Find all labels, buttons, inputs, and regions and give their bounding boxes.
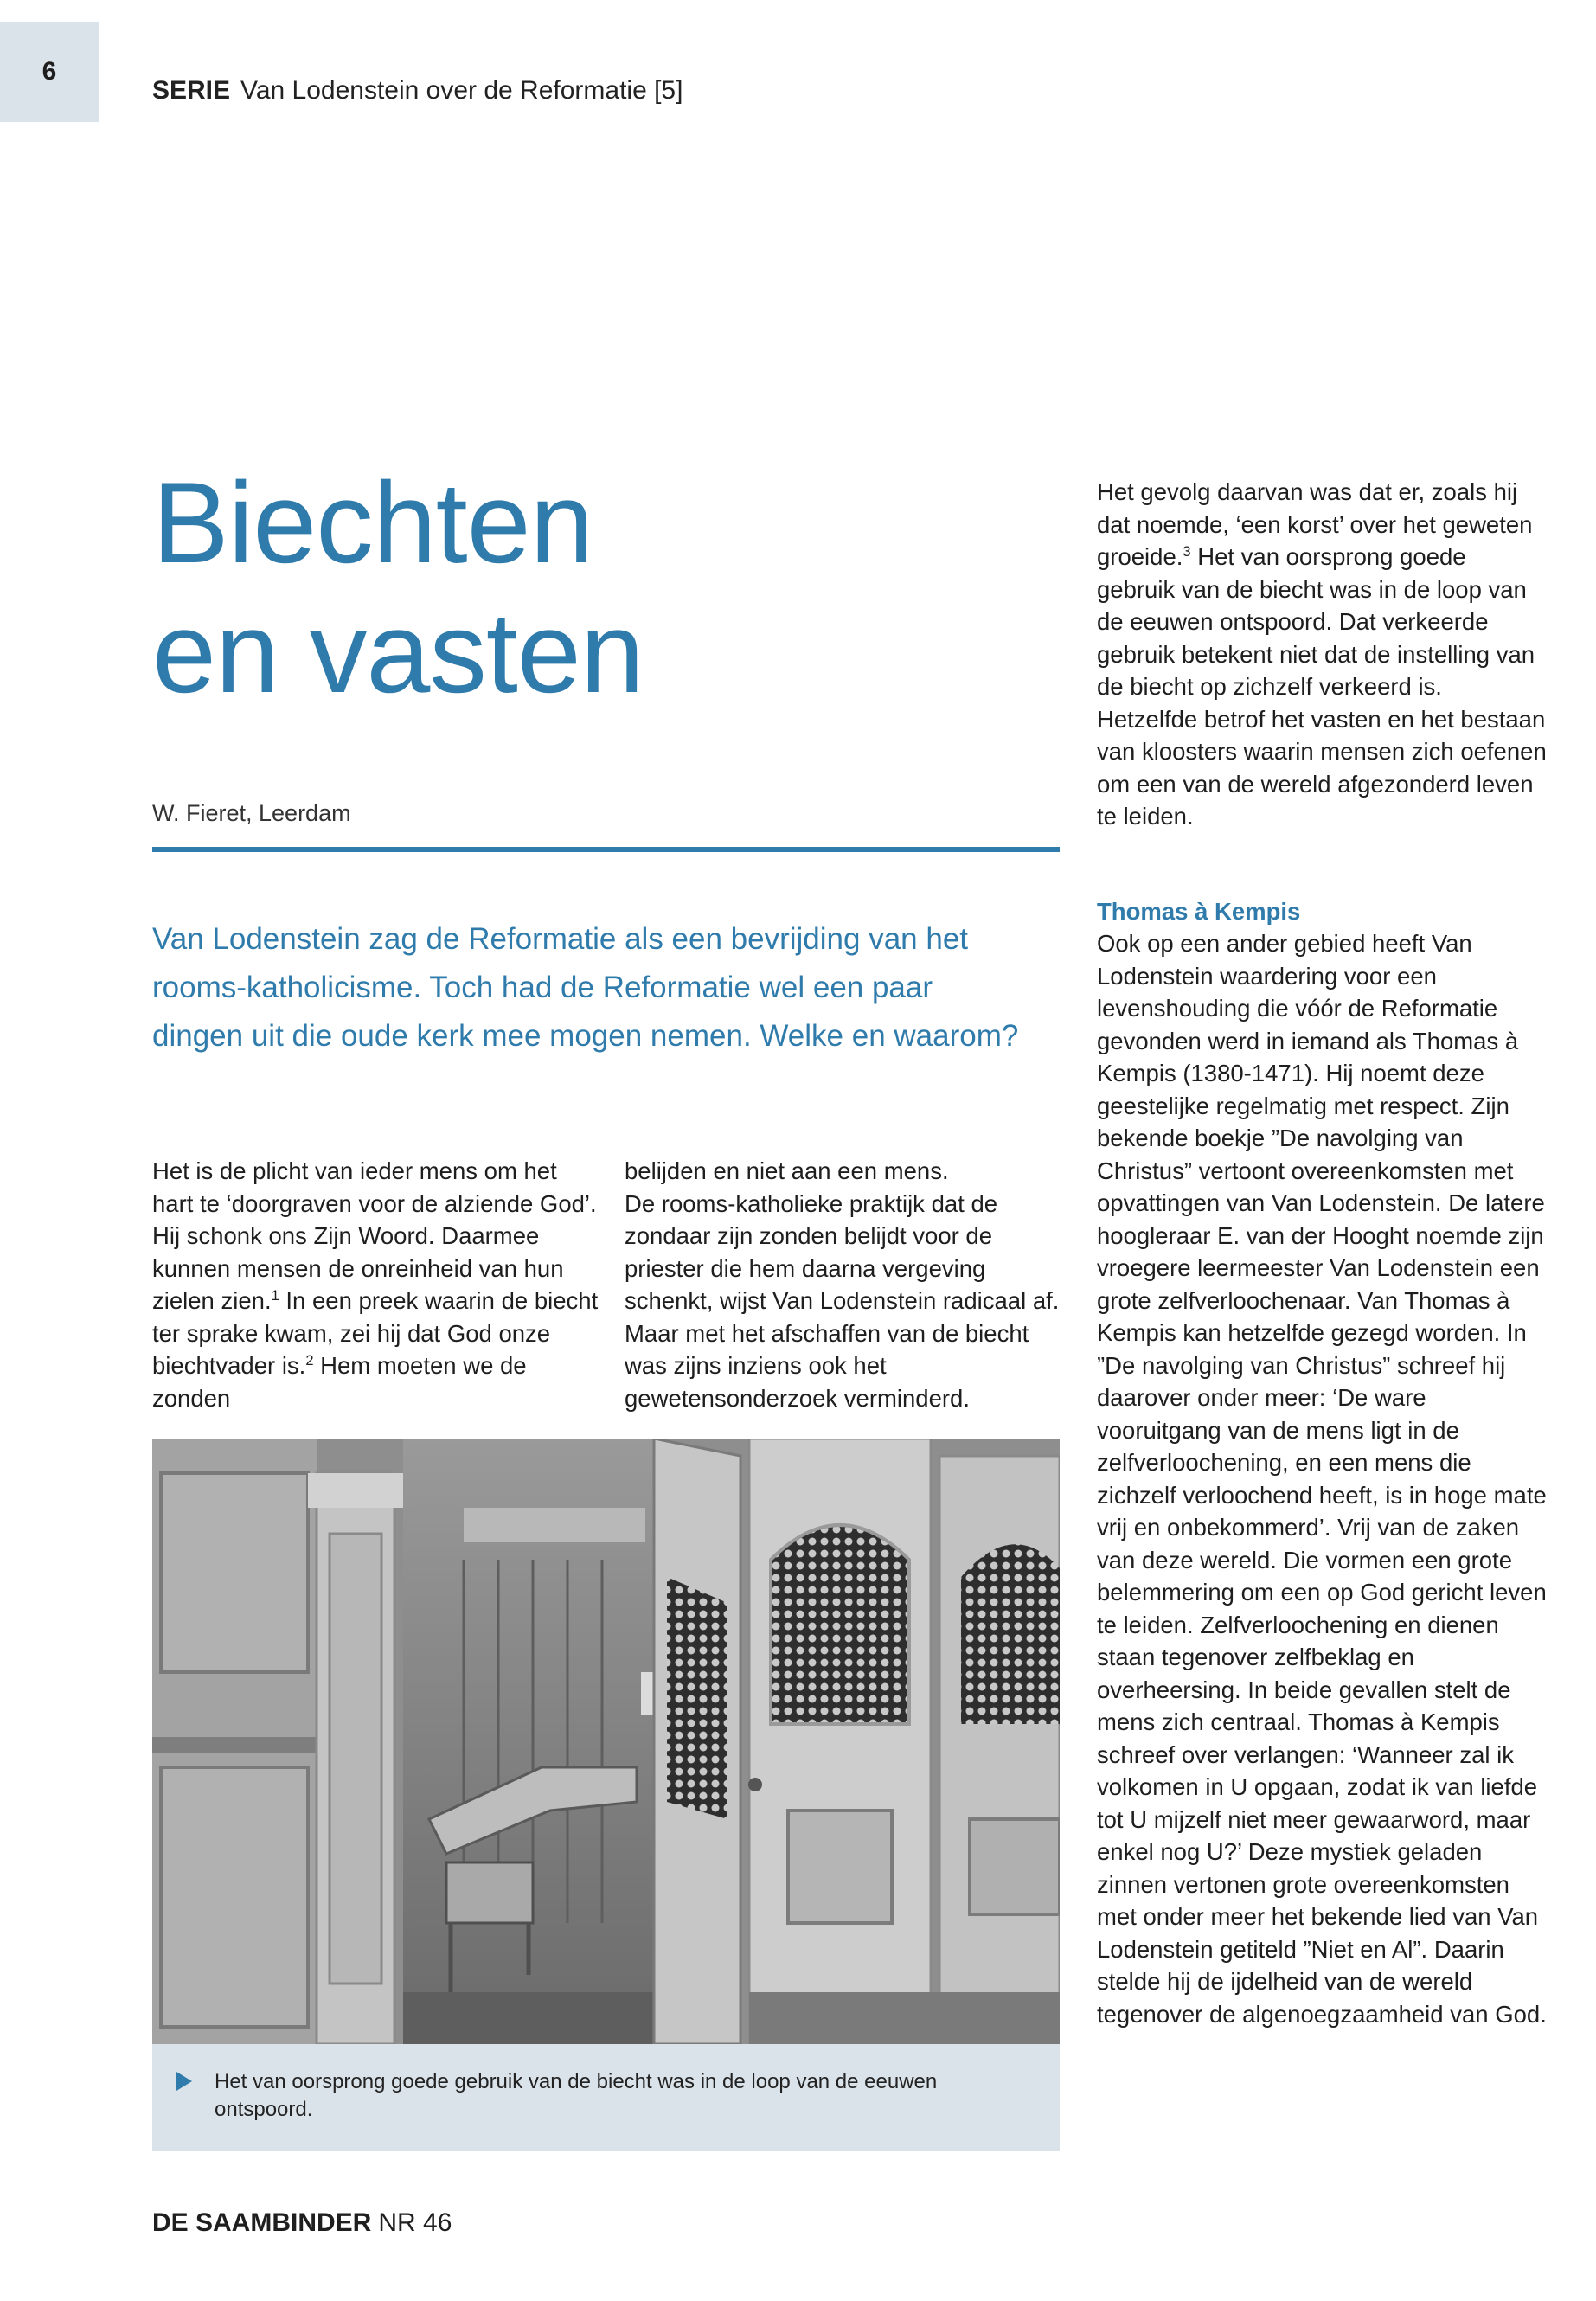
page-number-box — [0, 22, 99, 122]
series-label: SERIE — [152, 76, 231, 105]
title-divider — [152, 847, 1060, 852]
page-footer — [152, 2208, 452, 2238]
magazine-name: DE SAAMBINDER — [152, 2208, 372, 2237]
title-line-2: en vasten — [152, 589, 644, 717]
footnote-ref: 1 — [271, 1287, 279, 1304]
confessional-photo — [152, 1439, 1060, 2044]
article-title — [152, 458, 644, 718]
series-title: Van Lodenstein over de Reformatie [5] — [240, 76, 683, 105]
photo-caption — [152, 2044, 1060, 2151]
body-column-3-bottom: Ook op een ander gebied heeft Van Lodenstein waardering voor een levenshouding die vóór de Reformatie gevonden werd in iemand als Thomas à Kempis (1380-1471). Hij noemt deze geestelijke regelmatig met respect. Zijn bekende boekje ”De navolging van Christus” vertoont overeenkomsten met opvattingen van Van Lodenstein. De latere hoogleraar E. van der Hooght noemde zijn vroegere leermeester Van Lodenstein een grote zelfverloochenaar. Van Thomas à Kempis kan hetzelfde gezegd worden. In ”De navolging van Christus” schreef hij daarover onder meer: ‘De ware vooruitgang van de mens ligt in de zelfverloochening, en een mens die zichzelf verloochend heeft, is in hoge mate vrij en onbekommerd’. Vrij van de zaken van deze wereld. Die vormen een grote belemmering om een op God gericht leven te leiden. Zelfverloochening en dienen staan tegenover zelfbeklag en overheersing. In beide gevallen stelt de mens zich centraal. Thomas à Kempis schreef over verlangen: ‘Wanneer zal ik volkomen in U opgaan, zodat ik van liefde tot U mijzelf niet meer gewaarword, maar enkel nog U?’ Deze mystiek geladen zinnen vertonen grote overeenkomsten met onder meer het bekende lied van Van Lodenstein getiteld ”Niet en Al”. Daarin stelde hij de ijdelheid van de wereld tegenover de algenoegzaamheid van God. — [1097, 930, 1547, 2028]
footnote-ref: 2 — [305, 1352, 314, 1368]
page-number: 6 — [42, 57, 57, 86]
body-column-3-top: Het gevolg daarvan was dat er, zoals hij dat noemde, ‘een korst’ over het geweten groeide.$^3$ Het van oorsprong goede gebruik van de biecht was in de loop van de eeuwen ontspoord. Dat verkeerde gebruik betekent niet dat de instelling van de biecht op zichzelf verkeerd is. Hetzelfde betrof het vasten en het bestaan van kloosters waarin mensen zich oefenen om een van de wereld afgezonderd leven te leiden. — [1097, 478, 1547, 830]
confessional-illustration — [152, 1439, 1060, 2044]
title-line-1: Biechten — [152, 459, 593, 587]
footnote-ref: 3 — [1183, 543, 1191, 560]
author-byline: W. Fieret, Leerdam — [152, 800, 351, 826]
issue-number: NR 46 — [378, 2208, 452, 2237]
subheading: Thomas à Kempis — [1097, 898, 1301, 925]
caption-arrow-icon — [176, 2072, 192, 2091]
lead-paragraph: Van Lodenstein zag de Reformatie als een bevrijding van het rooms-katholicisme. Toch had de Reformatie wel een paar dingen uit die oude kerk mee mogen nemen. Welke en waarom? — [152, 922, 1019, 1053]
caption-text: Het van oorsprong goede gebruik van de biecht was in de loop van de eeuwen ontspoord. — [215, 2070, 938, 2121]
body-column-2: belijden en niet aan een mens. De rooms-katholieke praktijk dat de zondaar zijn zonden belijdt voor de priester die hem daarna vergeving schenkt, wijst Van Lodenstein radicaal af. Maar met het afschaffen van de biecht was zijns inziens ook het gewetensonderzoek verminderd. — [625, 1157, 1060, 1412]
body-column-1: Het is de plicht van ieder mens om het hart te ‘doorgraven voor de alziende God’. Hij schonk ons Zijn Woord. Daarmee kunnen mensen de onreinheid van hun zielen zien.$^1$ In een preek waarin de biecht ter sprake kwam, zei hij dat God onze biechtvader is.$^2$ Hem moeten we de zonden — [152, 1157, 599, 1412]
running-head — [152, 76, 683, 106]
